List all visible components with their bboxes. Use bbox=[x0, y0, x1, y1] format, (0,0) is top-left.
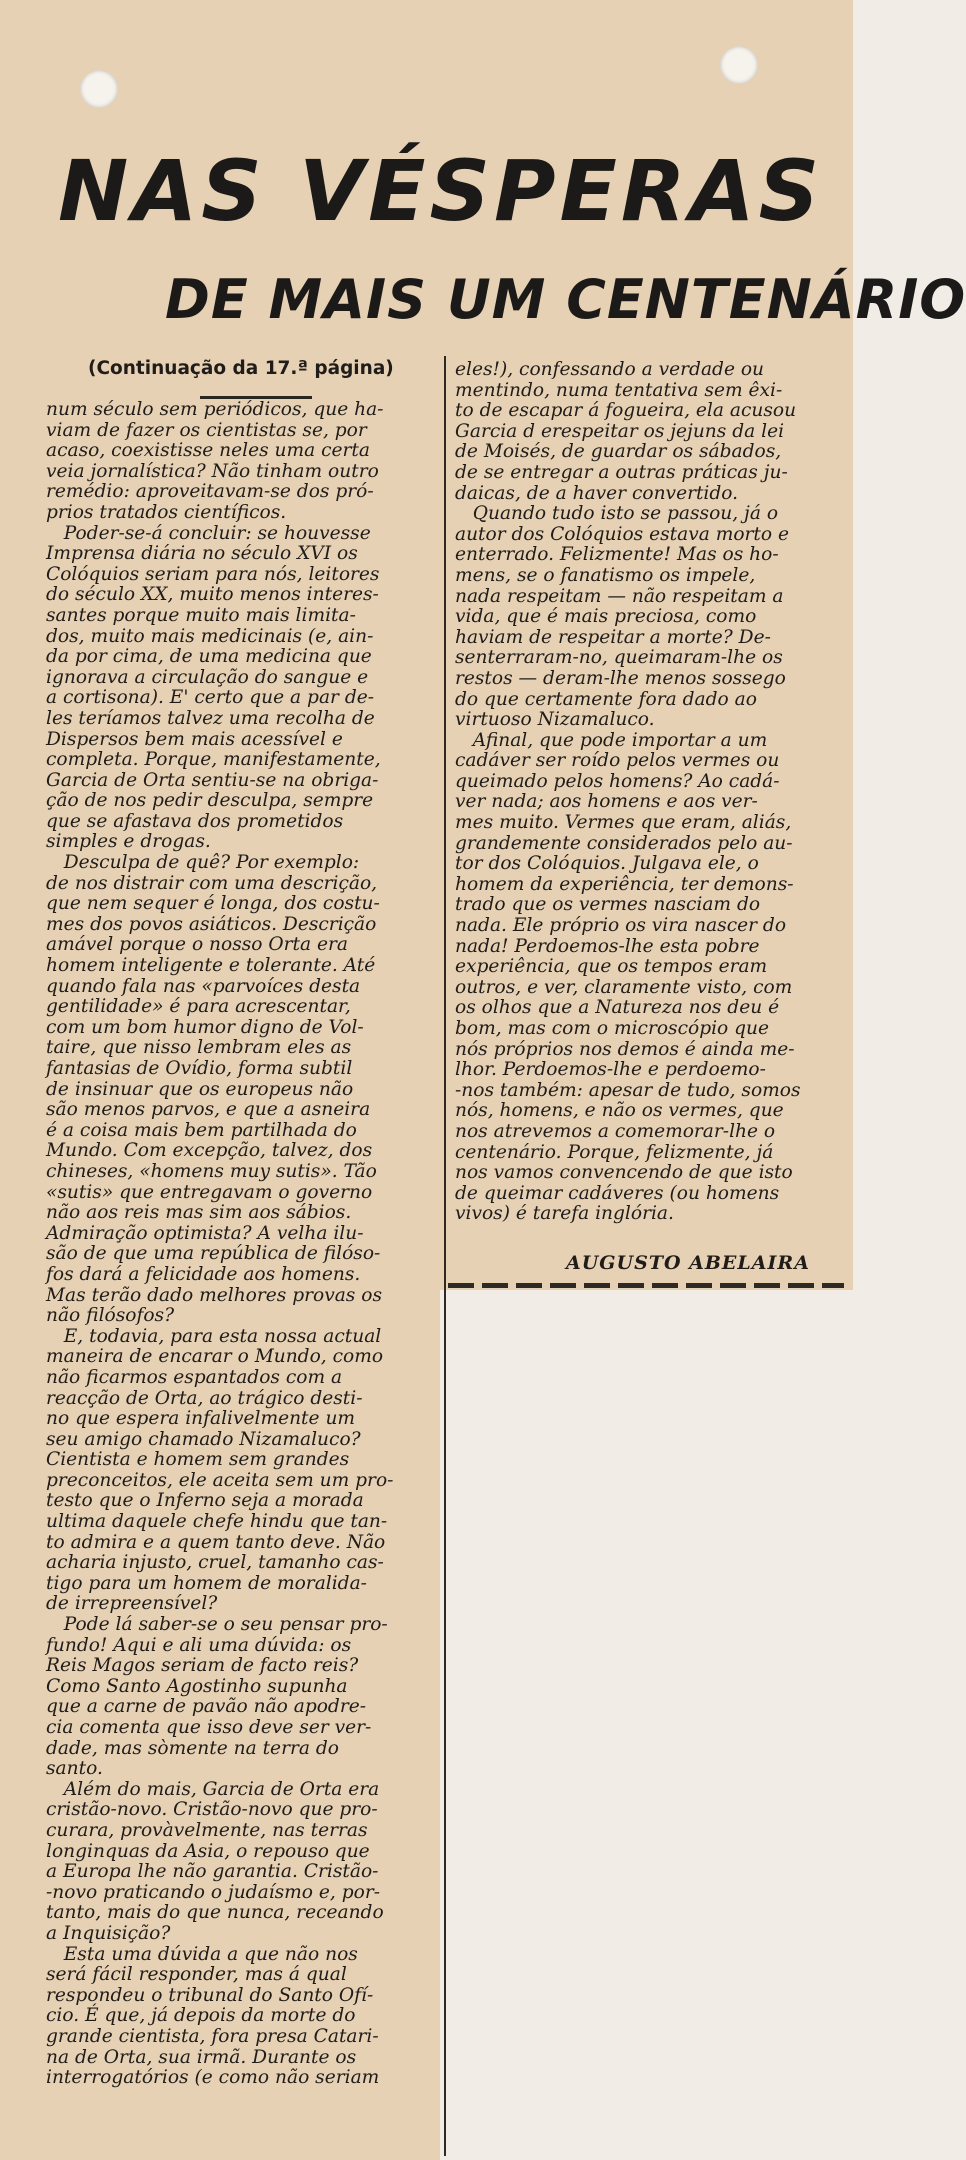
article-column-1: num século sem periódicos, que ha- viam de fazer os cientistas se, por acaso, coexistisse neles uma certa veia jornalística? Não tinham outro remédio: aproveitavam-se dos pró- prios tratados científicos. Poder-se-á concluir: se houvesse Imprensa diária no século XVI os Colóquios seriam para nós, leitores do século XX, muito menos interes- santes porque muito mais limita- dos, muito mais medicinais (e, ain- da por cima, de uma medicina que ignorava a circulação do sangue e a cortisona). E' certo que a par de- les teríamos talvez uma recolha de Dispersos bem mais acessível e completa. Porque, manifestamente, Garcia de Orta sentiu-se na obriga- ção de nos pedir desculpa, sempre que se afastava dos prometidos simples e drogas. Desculpa de quê? Por exemplo: de nos distrair com uma descrição, que nem sequer é longa, dos costu- mes dos povos asiáticos. Descrição amável porque o nosso Orta era homem inteligente e tolerante. Até quando fala nas «parvoíces desta gentilidade» é para acrescentar, com um bom humor digno de Vol- taire, que nisso lembram eles as fantasias de Ovídio, forma subtil de insinuar que os europeus não são menos parvos, e que a asneira é a coisa mais bem partilhada do Mundo. Com excepção, talvez, dos chineses, «homens muy sutis». Tão «sutis» que entregavam o governo não aos reis mas sim aos sábios. Admiração optimista? A velha ilu- são de que uma república de filóso- fos dará a felicidade aos homens. Mas terão dado melhores provas os não filósofos? E, todavia, para esta nossa actual maneira de encarar o Mundo, como não ficarmos espantados com a reacção de Orta, ao trágico desti- no que espera infalivelmente um seu amigo chamado Nizamaluco? Cientista e homem sem grandes preconceitos, ele aceita sem um pro- testo que o Inferno seja a morada ultima daquele chefe hindu que tan- to admira e a quem tanto deve. Não acharia injusto, cruel, tamanho cas- tigo para um homem de moralida- de irrepreensível? Pode lá saber-se o seu pensar pro- fundo! Aqui e ali uma dúvida: os Reis Magos seriam de facto reis? Como Santo Agostinho supunha que a carne de pavão não apodre- cia comenta que isso deve ser ver- dade, mas sòmente na terra do santo. Além do mais, Garcia de Orta era cristão-novo. Cristão-novo que pro- curara, provàvelmente, nas terras longinquas da Asia, o repouso que a Europa lhe não garantia. Cristão- -novo praticando o judaísmo e, por- tanto, mais do que nunca, receando a Inquisição? Esta uma dúvida a que não nos será fácil responder, mas á qual respondeu o tribunal do Santo Ofí- cio. É que, já depois da morte do grande cientista, fora presa Catari- na de Orta, sua irmã. Durante os interrogatórios (e como não seriam bbox=[46, 399, 394, 2089]
punch-hole-left bbox=[80, 70, 118, 108]
column-divider bbox=[444, 356, 446, 2156]
end-rule bbox=[448, 1283, 844, 1288]
continuation-note: (Continuação da 17.ª página) bbox=[88, 358, 394, 379]
author-signature: AUGUSTO ABELAIRA bbox=[566, 1252, 810, 1274]
article-column-2: eles!), confessando a verdade ou mentindo, numa tentativa sem êxi- to de escapar á fogueira, ela acusou Garcia d erespeitar os jejuns da lei de Moisés, de guardar os sábados, de se entregar a outras práticas ju- daicas, de a haver convertido. Quando tudo isto se passou, já o autor dos Colóquios estava morto e enterrado. Felizmente! Mas os ho- mens, se o fanatismo os impele, nada respeitam — não respeitam a vida, que é mais preciosa, como haviam de respeitar a morte? De- senterraram-no, queimaram-lhe os restos — deram-lhe menos sossego do que certamente fora dado ao virtuoso Nizamaluco. Afinal, que pode importar a um cadáver ser roído pelos vermes ou queimado pelos homens? Ao cadá- ver nada; aos homens e aos ver- mes muito. Vermes que eram, aliás, grandemente considerados pelo au- tor dos Colóquios. Julgava ele, o homem da experiência, ter demons- trado que os vermes nasciam do nada. Ele próprio os vira nascer do nada! Perdoemos-lhe esta pobre experiência, que os tempos eram outros, e ver, claramente visto, com os olhos que a Natureza nos deu é bom, mas com o microscópio que nós próprios nos demos é ainda me- lhor. Perdoemos-lhe e perdoemo- -nos também: apesar de tudo, somos nós, homens, e não os vermes, que nos atrevemos a comemorar-lhe o centenário. Porque, felizmente, já nos vamos convencendo de que isto de queimar cadáveres (ou homens vivos) é tarefa inglória. bbox=[455, 359, 801, 1225]
punch-hole-right bbox=[720, 46, 758, 84]
headline-line-1: NAS VÉSPERAS bbox=[58, 142, 824, 240]
headline-line-2: DE MAIS UM CENTENÁRIO bbox=[165, 268, 966, 331]
